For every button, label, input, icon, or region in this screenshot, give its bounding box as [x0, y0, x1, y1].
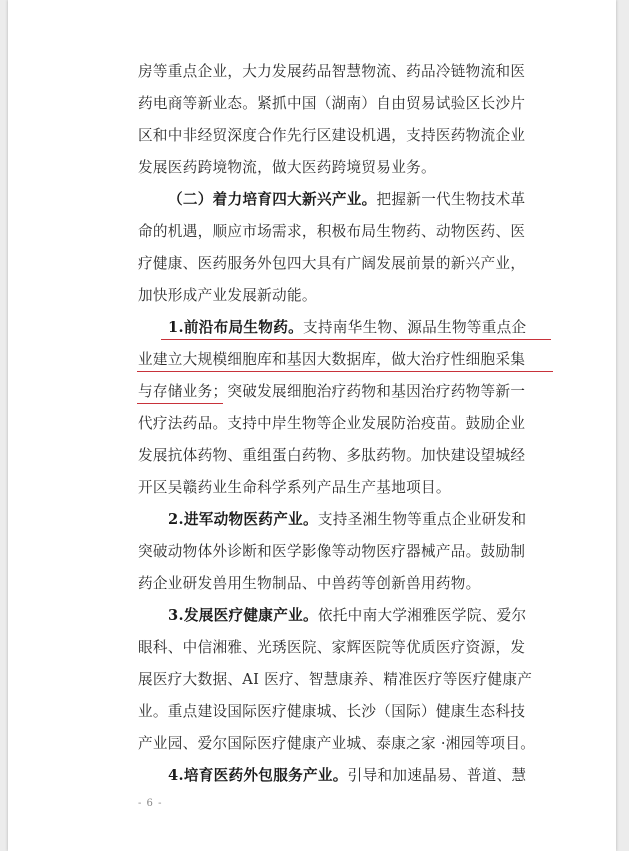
text-line: 开区吴赣药业生命科学系列产品生产基地项目。	[138, 479, 451, 496]
text-line: 加快形成产业发展新动能。	[138, 287, 317, 304]
page-number: - 6 -	[138, 798, 163, 809]
text-line: 展医疗大数据、AI 医疗、智慧康养、精准医疗等医疗健康产	[138, 671, 533, 688]
text-line: 药电商等新业态。紧抓中国（湖南）自由贸易试验区长沙片	[138, 95, 526, 112]
text-line	[168, 190, 525, 210]
annotation-underline	[137, 403, 223, 404]
text-line	[168, 318, 526, 338]
text-line: 与存储业务；突破发展细胞治疗药物和基因治疗药物等新一	[138, 383, 526, 400]
text-run: 支持南华生物、源品生物等重点企	[303, 319, 527, 336]
text-line: 发展抗体药物、重组蛋白药物、多肽药物。加快建设望城经	[138, 447, 526, 464]
paragraph-heading: 2.进军动物医药产业。	[168, 511, 318, 528]
text-line: 产业园、爱尔国际医疗健康产业城、泰康之家 ·湘园等项目。	[138, 735, 536, 752]
text-line: 发展医药跨境物流，做大医药跨境贸易业务。	[138, 159, 436, 176]
text-line: 房等重点企业，大力发展药品智慧物流、药品冷链物流和医	[138, 63, 526, 80]
text-line: 命的机遇，顺应市场需求，积极布局生物药、动物医药、医	[138, 223, 526, 240]
text-run: 把握新一代生物技术革	[376, 191, 526, 208]
text-line: 突破动物体外诊断和医学影像等动物医疗器械产品。鼓励制	[138, 543, 526, 560]
text-line: 业。重点建设国际医疗健康城、长沙（国际）健康生态科技	[138, 703, 526, 720]
text-line: 代疗法药品。支持中岸生物等企业发展防治疫苗。鼓励企业	[138, 415, 526, 432]
text-run: 引导和加速晶易、普道、慧	[347, 767, 527, 784]
text-run: 支持圣湘生物等重点企业研发和	[317, 511, 527, 528]
text-line	[168, 510, 526, 530]
text-line: 疗健康、医药服务外包四大具有广阔发展前景的新兴产业，	[138, 255, 526, 272]
paragraph-heading: 1.前沿布局生物药。	[168, 319, 303, 336]
annotation-underline	[137, 371, 553, 372]
annotation-underline	[161, 339, 551, 340]
text-line: 药企业研发兽用生物制品、中兽药等创新兽用药物。	[138, 575, 481, 592]
text-line: 区和中非经贸深度合作先行区建设机遇，支持医药物流企业	[138, 127, 526, 144]
document-page	[8, 0, 616, 851]
text-line: 眼科、中信湘雅、光琇医院、家辉医院等优质医疗资源，发	[138, 639, 526, 656]
paragraph-heading: 3.发展医疗健康产业。	[168, 607, 318, 624]
paragraph-heading: 4.培育医药外包服务产业。	[168, 767, 348, 784]
text-line	[168, 766, 526, 786]
text-run: 依托中南大学湘雅医学院、爱尔	[317, 607, 527, 624]
paragraph-heading: （二）着力培育四大新兴产业。	[168, 191, 377, 208]
text-line: 业建立大规模细胞库和基因大数据库，做大治疗性细胞采集	[138, 351, 526, 368]
text-line	[168, 606, 526, 626]
